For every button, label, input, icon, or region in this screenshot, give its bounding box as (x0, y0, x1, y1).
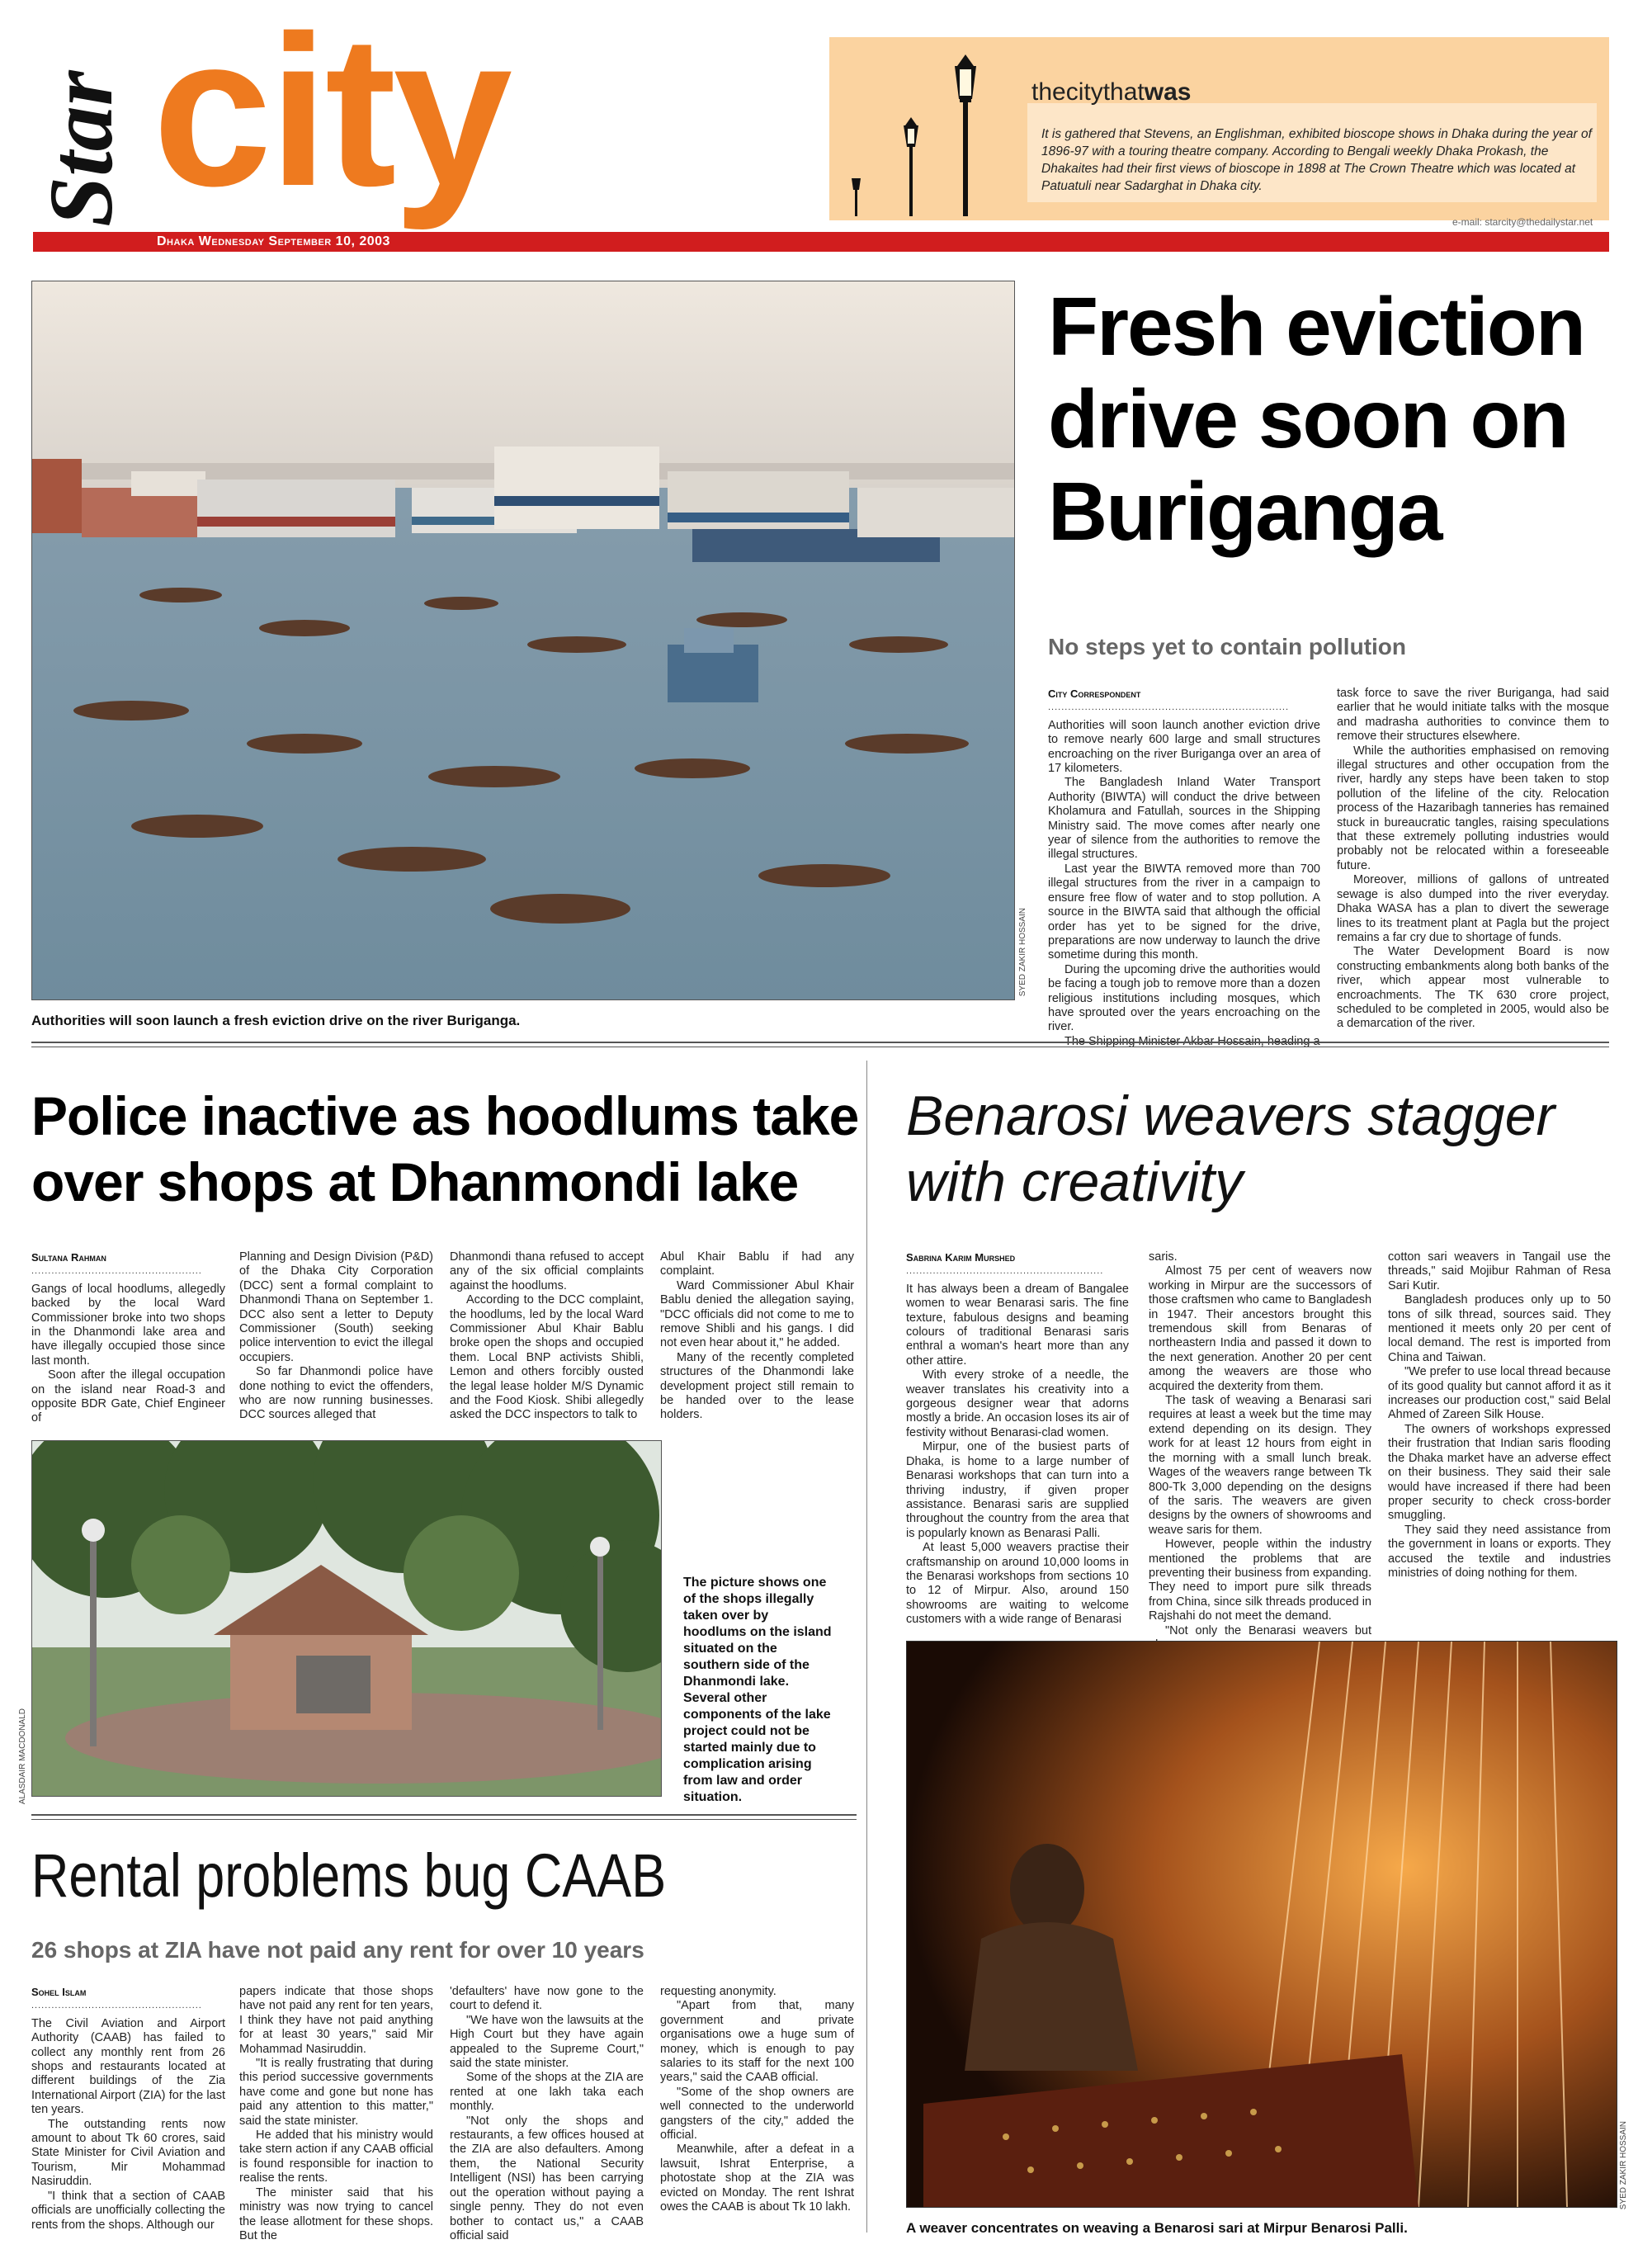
dateline: Dhaka Wednesday September 10, 2003 (157, 234, 390, 248)
paragraph: papers indicate that those shops have not paid any rent for ten years, I think they have not paid anything for at least 30 years," said Mir Mohammad Nasiruddin. (239, 1985, 433, 2056)
article-column (1149, 1250, 1371, 1652)
paragraph: While the authorities emphasised on removing illegal structures and other occupation from the river, hardly any steps have been taken to stop pollution of the lifeline of the city. Relocation process of the Hazaribagh tanneries has remained stuck in bureaucratic tangles, raising speculations that these extremely polluting industries would probably not be relocated within a foreseeable future. (1337, 744, 1609, 872)
article-column (660, 1985, 854, 2215)
paragraph: The task of weaving a Benarasi sari requires at least a week but the time may extend depending on its design. They work for at least 12 hours from eight in the morning with a small lunch break. Wages of the weavers range between Tk 800-Tk 3,000 depending on the designs of the saris. The weavers are given designs by the owners of showrooms and weave saris for them. (1149, 1394, 1371, 1537)
paragraph: According to the DCC complaint, the hoodlums, led by the local Ward Commissioner Abul Khair Bablu broke open the shops and occupied them. Local BNP activists Shibli, Lemon and others forcibly ousted the legal lease holder M/S Dynamic and the Food Kiosk. Shibi allegedly asked the DCC inspectors to talk to (450, 1293, 644, 1422)
article-column (31, 1985, 225, 2233)
photo-caption: Authorities will soon launch a fresh eviction drive on the river Buriganga. (31, 1013, 521, 1028)
paragraph: However, people within the industry mentioned the problems that are preventing their business from expanding. They need to import pure silk threads from China, since silk threads produced in Rajshahi do not meet the demand. (1149, 1538, 1371, 1623)
paragraph: "I think that a section of CAAB officials are unofficially collecting the rents from the shops. Although our (31, 2189, 225, 2232)
column-divider (866, 1061, 867, 2233)
masthead-title: city (153, 0, 510, 231)
subheadline: 26 shops at ZIA have not paid any rent for over 10 years (31, 1937, 644, 1963)
paragraph: Abul Khair Bablu if had any complaint. (660, 1250, 854, 1278)
subheadline: No steps yet to contain pollution (1048, 634, 1406, 659)
paragraph: Dhanmondi thana refused to accept any of the six official complaints against the hoodlums. (450, 1250, 644, 1292)
section-divider (31, 1042, 1609, 1043)
paragraph: Last year the BIWTA removed more than 700 illegal structures from the river in a campaign to ensure free flow of water and to stop pollution. A source in the BIWTA said that although the official order has yet to be signed for the drive, preparations are now underway to launch the drive sometime during this month. (1048, 862, 1320, 962)
headline-line: Buriganga (1048, 465, 1442, 558)
byline-rule: ........................................................................ (1048, 702, 1290, 713)
headline-line: Police inactive as hoodlums take (31, 1085, 859, 1146)
paragraph: At least 5,000 weavers practise their craftsmanship on around 10,000 looms in the Benarasi workshops from sections 10 to 12 of Mirpur. Also, around 150 showrooms are waiting to welcome customers with a wide range of Benarasi (906, 1541, 1129, 1627)
photo-credit: SYED ZAKIR HOSSAIN (1619, 2121, 1628, 2210)
star-logo (33, 41, 132, 231)
headline-line: Benarosi weavers stagger (906, 1084, 1555, 1147)
weaver-photo (906, 1641, 1617, 2208)
paragraph: The outstanding rents now amount to about Tk 60 crores, said State Minister for Civil Aviation and Tourism, Mir Mohammad Nasiruddin. (31, 2117, 225, 2189)
article-column (906, 1250, 1129, 1628)
paragraph: 'defaulters' have now gone to the court to defend it. (450, 1985, 644, 2013)
byline-rule: ................................................... (31, 1266, 202, 1277)
paragraph: task force to save the river Buriganga, had said earlier that he would initiate talks with the mosque and madrasha authorities to convince them to remove their structures elsewhere. (1337, 687, 1609, 744)
section-divider (31, 1819, 857, 1820)
paragraph: Authorities will soon launch another eviction drive to remove nearly 600 large and small structures encroaching on the river Buriganga over an area of 17 kilometers. (1048, 718, 1320, 776)
paragraph: "Not only the Benarasi weavers but (1165, 1623, 1371, 1637)
paragraph: The Bangladesh Inland Water Transport Authority (BIWTA) will conduct the drive between Kholamura and Fatullah, sources in the Shipping Ministry said. The move comes after nearly one year of silence from the authorities to remove the illegal structures. (1048, 776, 1320, 862)
byline-rule: ................................................... (31, 2001, 202, 2011)
article-column (239, 1250, 433, 1423)
paragraph: The minister said that his ministry was now trying to cancel the lease allotment for these shops. But the (239, 2185, 433, 2242)
section-divider (31, 1814, 857, 1816)
paragraph: "We have won the lawsuits at the High Court but they have again appealed to the Supreme Court," said the state minister. (450, 2013, 644, 2071)
headline (1048, 281, 1584, 558)
paragraph: They said they need assistance from the government in loans or exports. They accused the textile and industries ministries of doing nothing for them. (1388, 1523, 1611, 1580)
article-column (450, 1250, 644, 1423)
headline: Rental problems bug CAAB (31, 1841, 667, 1910)
byline: Sabrina Karim Murshed (906, 1251, 1016, 1264)
byline: Sohel Islam (31, 1986, 87, 1998)
city-that-was-title (1031, 78, 1191, 106)
headline-line: Fresh eviction (1048, 281, 1584, 373)
photo-caption: The picture shows one of the shops illegally taken over by hoodlums on the island situated on the southern side of the Dhanmondi lake. Several other components of the lake project could not be started mainly due to complication arising from law and order situation. (683, 1576, 832, 1804)
paragraph: "We prefer to use local thread because of its good quality but cannot afford it as it increases our production cost," said Belal Ahmed of Zareen Silk House. (1388, 1365, 1611, 1422)
headline-line: over shops at Dhanmondi lake (31, 1151, 799, 1212)
photo-credit: ALASDAIR MACDONALD (18, 1708, 27, 1805)
paragraph: requesting anonymity. (660, 1985, 777, 1998)
paragraph: He added that his ministry would take stern action if any CAAB official is found responsible for inaction to realise the rents. (239, 2129, 433, 2185)
paragraph: "Not only the shops and restaurants, a few offices housed at the ZIA are also defaulters. Among them, the National Security Intelligent (NSI) has been carrying out the operation without paying a single penny. They do not even bother to contact us," a CAAB official said (450, 2114, 644, 2242)
article-column (31, 1250, 225, 1426)
paragraph: Mirpur, one of the busiest parts of Dhaka, is home to a large number of Benarasi workshops that can turn into a thriving industry, if given proper assistance. Benarasi saris are supplied throughout the country from the area that is popularly known as Benarasi Palli. (906, 1440, 1129, 1540)
paragraph: It has always been a dream of Bangalee women to wear Benarasi saris. The fine texture, fabulous designs and beaming colours of traditional Benarasi saris enthral a woman's heart more than any other attire. (906, 1282, 1129, 1368)
paragraph: cotton sari weavers in Tangail use the threads," said Mojibur Rahman of Resa Sari Kutir. (1388, 1250, 1611, 1292)
article-column (1048, 687, 1320, 1049)
article-column (1388, 1250, 1611, 1581)
headline (31, 1083, 858, 1215)
headline (906, 1083, 1555, 1215)
headline-line: drive soon on (1048, 373, 1568, 465)
photo-caption: A weaver concentrates on weaving a Benarosi sari at Mirpur Benarosi Palli. (906, 2220, 1408, 2236)
paragraph: The owners of workshops expressed their frustration that Indian saris flooding the Dhaka market have an adverse effect on their business. They said their sale would have increased if there had been proper security to check cross-border smuggling. (1388, 1422, 1611, 1523)
paragraph: Many of the recently completed structures of the Dhanmondi lake development project still remain to be handed over to the lease holders. (660, 1350, 854, 1422)
city-that-was-title-plain: thecitythat (1031, 78, 1145, 106)
paragraph: During the upcoming drive the authorities would be facing a tough job to remove more than a dozen religious institutions including mosques, which have sprouted over the years encroaching on the river. (1048, 962, 1320, 1034)
paragraph: Gangs of local hoodlums, allegedly backed by the local Ward Commissioner broke into two shops in the Dhanmondi lake area and have illegally occupied those since last month. (31, 1282, 225, 1368)
paragraph: Bangladesh produces only up to 50 tons of silk thread, sources said. They mentioned it meets only 20 per cent of local demand. The rest is imported from China and Taiwan. (1388, 1293, 1611, 1364)
byline: Sultana Rahman (31, 1251, 106, 1264)
headline-line: with creativity (906, 1151, 1244, 1213)
photo-credit: SYED ZAKIR HOSSAIN (1018, 908, 1027, 997)
city-that-was-title-bold: was (1144, 78, 1192, 106)
paragraph: "Some of the shop owners are well connected to the underworld gangsters of the city," added the official. (660, 2085, 854, 2143)
article-column (450, 1985, 644, 2243)
article-column (660, 1250, 854, 1423)
article-column (239, 1985, 433, 2243)
paragraph: "Apart from that, many government and private organisations owe a huge sum of money, which is enough to pay salaries to its staff for the next 100 years," said the CAAB official. (660, 1999, 854, 2085)
contact-email[interactable]: e-mail: starcity@thedailystar.net (1452, 216, 1593, 228)
paragraph: Almost 75 per cent of weavers now working in Mirpur are the successors of those craftsmen who came to Bangladesh in 1947. Their ancestors brought this tremendous skill from Benaras of northeastern India and passed it down to the next generation. Another 20 per cent among the weavers are those who acquired the dexterity from them. (1149, 1264, 1372, 1393)
byline-rule: ........................................................... (906, 1266, 1104, 1277)
lamp-post-icon (842, 50, 1023, 219)
paragraph: "It is really frustrating that during this period successive governments have come and gone but none has paid any attention to this matter," said the state minister. (239, 2057, 433, 2128)
paragraph: So far Dhanmondi police have done nothing to evict the offenders, who are now running businesses. DCC sources alleged that (239, 1365, 433, 1422)
city-that-was-text: It is gathered that Stevens, an Englishman, exhibited bioscope shows in Dhaka during the year of 1896-97 with a touring theatre company. According to Bengali weekly Dhaka Prokash, the Dhakaites had their first views of bioscope in 1898 at The Crown Theatre which was located at Patuatuli near Sadarghat in Dhaka city. (1041, 127, 1592, 193)
dhanmondi-lake-photo (31, 1440, 662, 1797)
paragraph: Some of the shops at the ZIA are rented at one lakh taka each monthly. (450, 2071, 644, 2114)
paragraph: Moreover, millions of gallons of untreated sewage is also dumped into the river everyday. Dhaka WASA has a plan to divert the sewerage lines to its treatment plant at Pagla but the project remains a far cry due to shortage of funds. (1337, 873, 1609, 944)
paragraph: Meanwhile, after a defeat in a lawsuit, Ishrat Enterprise, a photostate shop at the ZIA was evicted on Monday. The rent Ishrat owes the CAAB is about Tk 10 lakh. (660, 2143, 854, 2214)
byline: City Correspondent (1048, 687, 1141, 700)
article-column (1337, 687, 1609, 1032)
buriganga-photo (31, 281, 1015, 1000)
paragraph: Planning and Design Division (P&D) of the Dhaka City Corporation (DCC) sent a formal complaint to Dhanmondi Thana on September 1. DCC also sent a letter to Deputy Commissioner (South) seeking police intervention to evict the illegal occupiers. (239, 1250, 433, 1364)
star-logo-text: Star (33, 70, 131, 227)
paragraph: With every stroke of a needle, the weaver translates his creativity into a gorgeous designer wear that adorns mostly a bride. An occasion loses its air of festivity without Benarasi-clad women. (906, 1368, 1129, 1439)
paragraph: saris. (1149, 1250, 1178, 1264)
paragraph: The Water Development Board is now constructing embankments along both banks of the river, which appear most vulnerable to encroachments. The TK 630 crore project, scheduled to be completed in 2005, would also be a demarcation of the river. (1337, 945, 1609, 1031)
paragraph: Ward Commissioner Abul Khair Bablu denied the allegation saying, "DCC officials did not come to me to remove Shibli and his gangs. I did not even hear about it," he added. (660, 1278, 854, 1350)
paragraph: The Civil Aviation and Airport Authority (CAAB) has failed to collect any monthly rent from 26 shops and restaurants located at different buildings of the Zia International Airport (ZIA) for the last ten years. (31, 2016, 225, 2117)
paragraph: Soon after the illegal occupation on the island near Road-3 and opposite BDR Gate, Chief Engineer of (31, 1368, 225, 1425)
